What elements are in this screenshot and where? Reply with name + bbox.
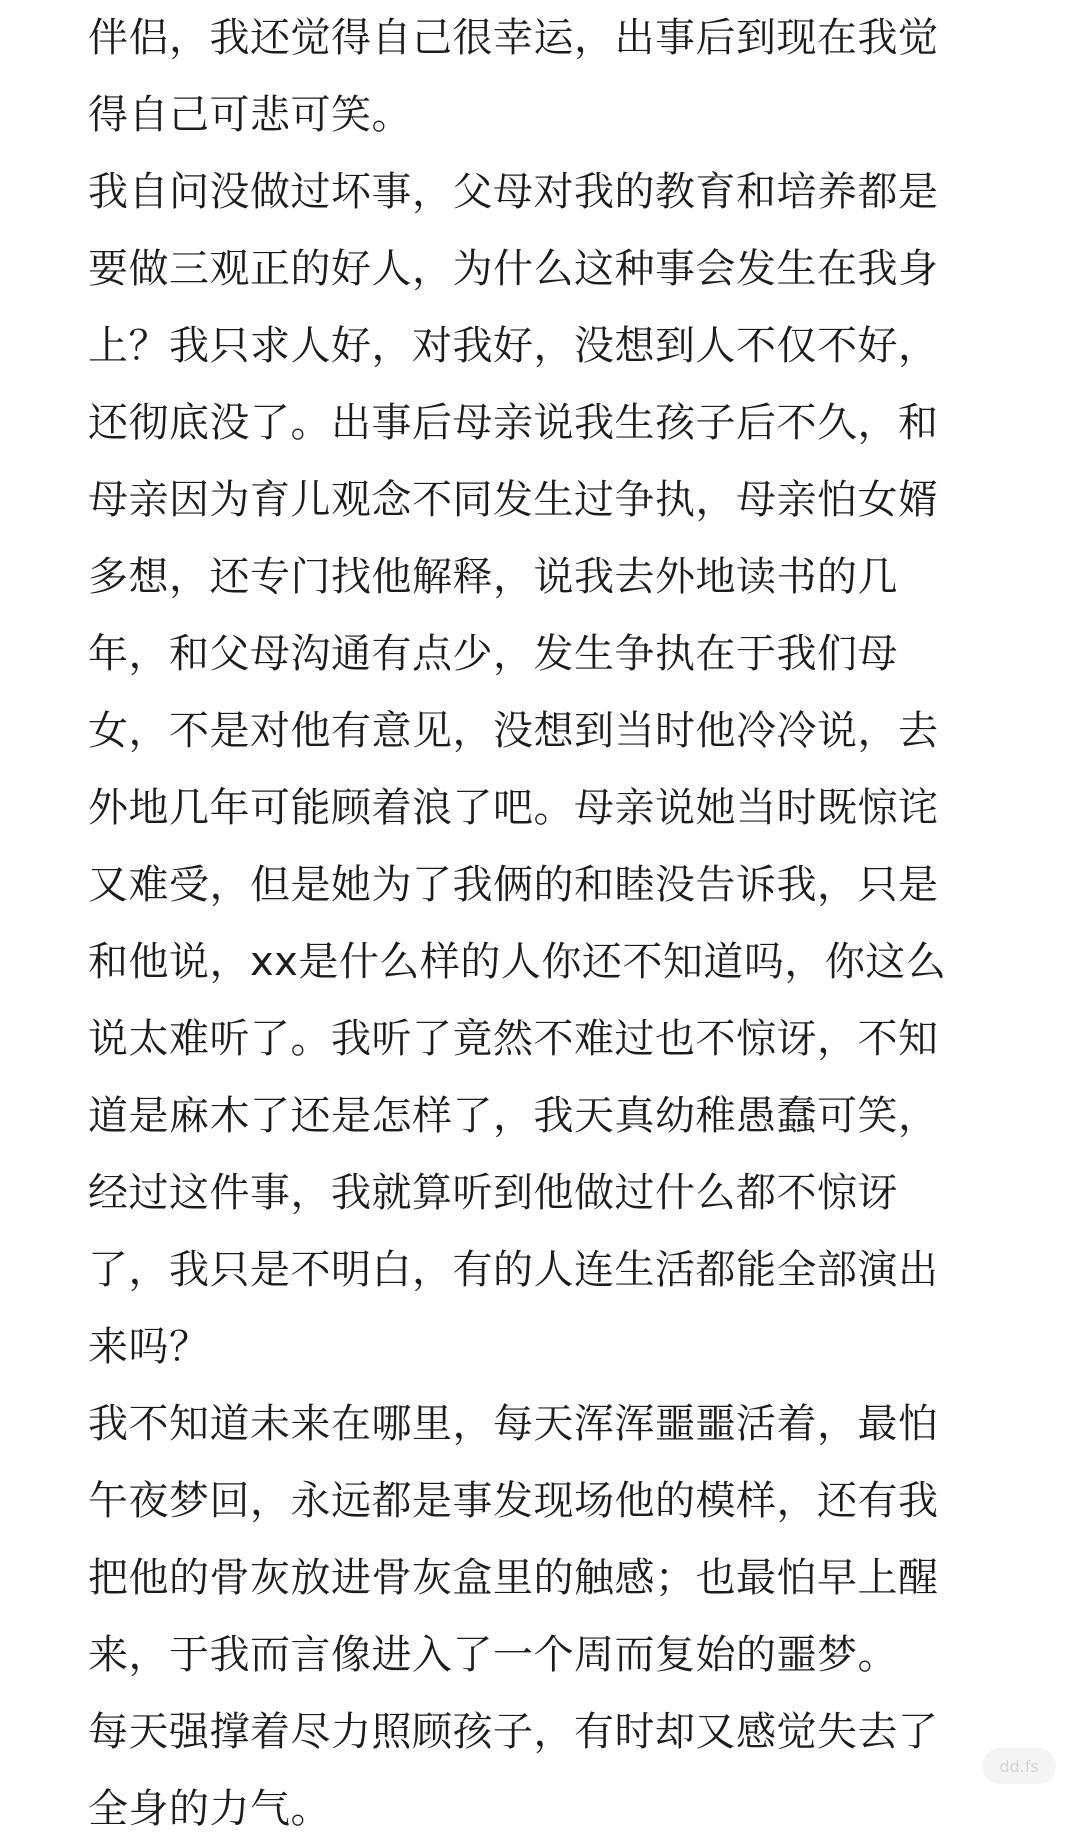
text-line: 道是麻木了还是怎样了，我天真幼稚愚蠢可笑， [88, 1093, 939, 1139]
text-line: 每天强撑着尽力照顾孩子，有时却又感觉失去了 [88, 1709, 939, 1755]
text-line: 外地几年可能顾着浪了吧。母亲说她当时既惊诧 [88, 785, 939, 831]
text-line: 母亲因为育儿观念不同发生过争执，母亲怕女婿 [88, 477, 939, 523]
text-line: 午夜梦回，永远都是事发现场他的模样，还有我 [88, 1478, 939, 1524]
text-line: 还彻底没了。出事后母亲说我生孩子后不久，和 [88, 400, 939, 446]
text-line: 又难受，但是她为了我俩的和睦没告诉我，只是 [88, 862, 939, 908]
text-line: 把他的骨灰放进骨灰盒里的触感；也最怕早上醒 [88, 1555, 939, 1601]
text-line: 上？我只求人好，对我好，没想到人不仅不好， [88, 323, 939, 369]
watermark-text: dd.fs [999, 1756, 1039, 1776]
text-line: 我不知道未来在哪里，每天浑浑噩噩活着，最怕 [88, 1401, 939, 1447]
text-line: 来，于我而言像进入了一个周而复始的噩梦。 [88, 1632, 898, 1678]
text-line: 我自问没做过坏事，父母对我的教育和培养都是 [88, 169, 939, 215]
text-line: 多想，还专门找他解释，说我去外地读书的几 [88, 554, 898, 600]
text-line: 说太难听了。我听了竟然不难过也不惊讶，不知 [88, 1016, 939, 1062]
text-line: 得自己可悲可笑。 [88, 92, 412, 138]
text-line: 来吗？ [88, 1324, 210, 1370]
text-line: 经过这件事，我就算听到他做过什么都不惊讶 [88, 1170, 898, 1216]
text-line: 了，我只是不明白，有的人连生活都能全部演出 [88, 1247, 939, 1293]
text-line: 女，不是对他有意见，没想到当时他冷冷说，去 [88, 708, 939, 754]
article-body [88, 0, 988, 1848]
text-line: 年，和父母沟通有点少，发生争执在于我们母 [88, 631, 898, 677]
text-line: 伴侣，我还觉得自己很幸运，出事后到现在我觉 [88, 15, 939, 61]
text-line: 全身的力气。 [88, 1786, 331, 1832]
text-line: 和他说，xx是什么样的人你还不知道吗，你这么 [88, 939, 947, 985]
text-line: 要做三观正的好人，为什么这种事会发生在我身 [88, 246, 939, 292]
watermark-logo [982, 1748, 1056, 1784]
